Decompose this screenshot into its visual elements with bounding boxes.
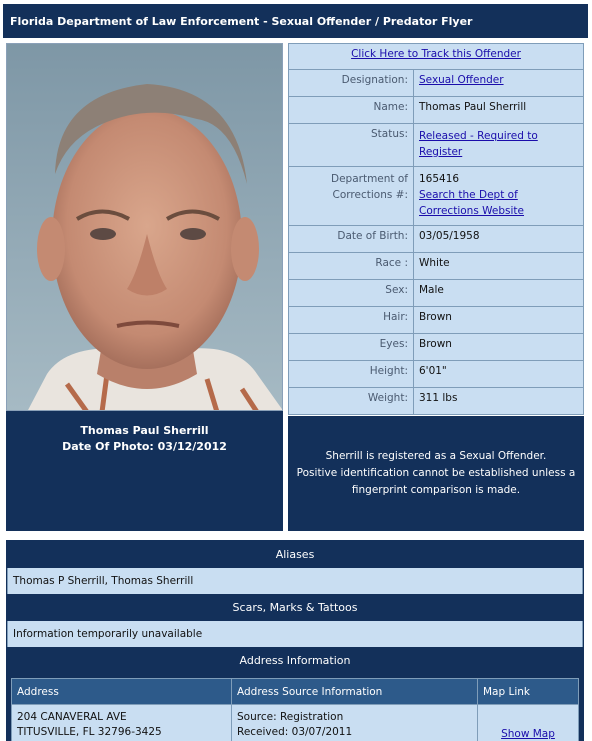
address-row bbox=[12, 705, 579, 741]
info-row-hair bbox=[289, 307, 584, 334]
info-value: 311 lbs bbox=[414, 388, 584, 415]
info-value: 6'01" bbox=[414, 361, 584, 388]
info-row-eyes bbox=[289, 334, 584, 361]
address-table-wrapper bbox=[7, 674, 583, 741]
info-row-designation bbox=[289, 70, 584, 97]
page-title: Florida Department of Law Enforcement - Sexual Offender / Predator Flyer bbox=[10, 14, 473, 28]
info-label: Designation: bbox=[289, 70, 414, 97]
photo-caption-date: Date Of Photo: 03/12/2012 bbox=[62, 440, 227, 453]
address-received: Received: 03/07/2011 bbox=[237, 726, 353, 738]
designation-link[interactable]: Sexual Offender bbox=[419, 74, 504, 86]
info-row-race bbox=[289, 253, 584, 280]
info-label: Eyes: bbox=[289, 334, 414, 361]
registration-notice bbox=[288, 416, 584, 531]
notice-line-1: Sherrill is registered as a Sexual Offender. bbox=[325, 450, 547, 462]
info-row-status bbox=[289, 124, 584, 167]
address-table bbox=[11, 678, 579, 741]
info-row-weight bbox=[289, 388, 584, 415]
scars-heading: Scars, Marks & Tattoos bbox=[7, 594, 583, 621]
info-row-height bbox=[289, 361, 584, 388]
track-row bbox=[289, 44, 584, 70]
address-street: 204 CANAVERAL AVE bbox=[17, 711, 127, 723]
info-label: Sex: bbox=[289, 280, 414, 307]
address-column-header: Address bbox=[12, 679, 232, 705]
info-value: Brown bbox=[414, 307, 584, 334]
info-value: Thomas Paul Sherrill bbox=[414, 97, 584, 124]
info-row-sex bbox=[289, 280, 584, 307]
page-title-bar bbox=[3, 4, 588, 38]
address-source: Source: Registration bbox=[237, 711, 344, 723]
map-link-column-header: Map Link bbox=[478, 679, 579, 705]
offender-info-table bbox=[288, 43, 584, 415]
aliases-heading: Aliases bbox=[7, 541, 583, 568]
doc-number-value: 165416 bbox=[419, 173, 460, 185]
info-row-doc-number bbox=[289, 167, 584, 226]
info-label: Height: bbox=[289, 361, 414, 388]
offender-photo bbox=[6, 43, 283, 411]
info-label: Date of Birth: bbox=[289, 226, 414, 253]
details-section bbox=[6, 540, 584, 741]
scars-value bbox=[7, 621, 583, 647]
info-value: White bbox=[414, 253, 584, 280]
scars-text: Information temporarily unavailable bbox=[13, 628, 203, 640]
info-value: Brown bbox=[414, 334, 584, 361]
aliases-text: Thomas P Sherrill, Thomas Sherrill bbox=[13, 575, 194, 587]
address-header-row bbox=[12, 679, 579, 705]
info-row-name bbox=[289, 97, 584, 124]
info-value: Male bbox=[414, 280, 584, 307]
address-source-column-header: Address Source Information bbox=[232, 679, 478, 705]
track-offender-link[interactable]: Click Here to Track this Offender bbox=[351, 48, 521, 60]
info-label: Weight: bbox=[289, 388, 414, 415]
search-doc-website-link[interactable]: Search the Dept of Corrections Website bbox=[419, 189, 524, 217]
info-label: Department of Corrections #: bbox=[289, 167, 414, 226]
info-label: Name: bbox=[289, 97, 414, 124]
info-label: Hair: bbox=[289, 307, 414, 334]
notice-line-2: Positive identification cannot be established unless a fingerprint comparison is made. bbox=[296, 467, 576, 496]
info-row-dob bbox=[289, 226, 584, 253]
info-label: Race : bbox=[289, 253, 414, 280]
offender-photo-image bbox=[7, 44, 283, 411]
address-heading: Address Information bbox=[7, 647, 583, 674]
address-city: TITUSVILLE, FL 32796-3425 bbox=[17, 726, 162, 738]
status-link[interactable]: Released - Required to Register bbox=[419, 130, 538, 158]
info-label: Status: bbox=[289, 124, 414, 167]
photo-caption-name: Thomas Paul Sherrill bbox=[80, 424, 209, 437]
show-map-link[interactable]: Show Map bbox=[501, 728, 555, 740]
aliases-value bbox=[7, 568, 583, 594]
info-value: 03/05/1958 bbox=[414, 226, 584, 253]
photo-caption bbox=[6, 411, 283, 531]
